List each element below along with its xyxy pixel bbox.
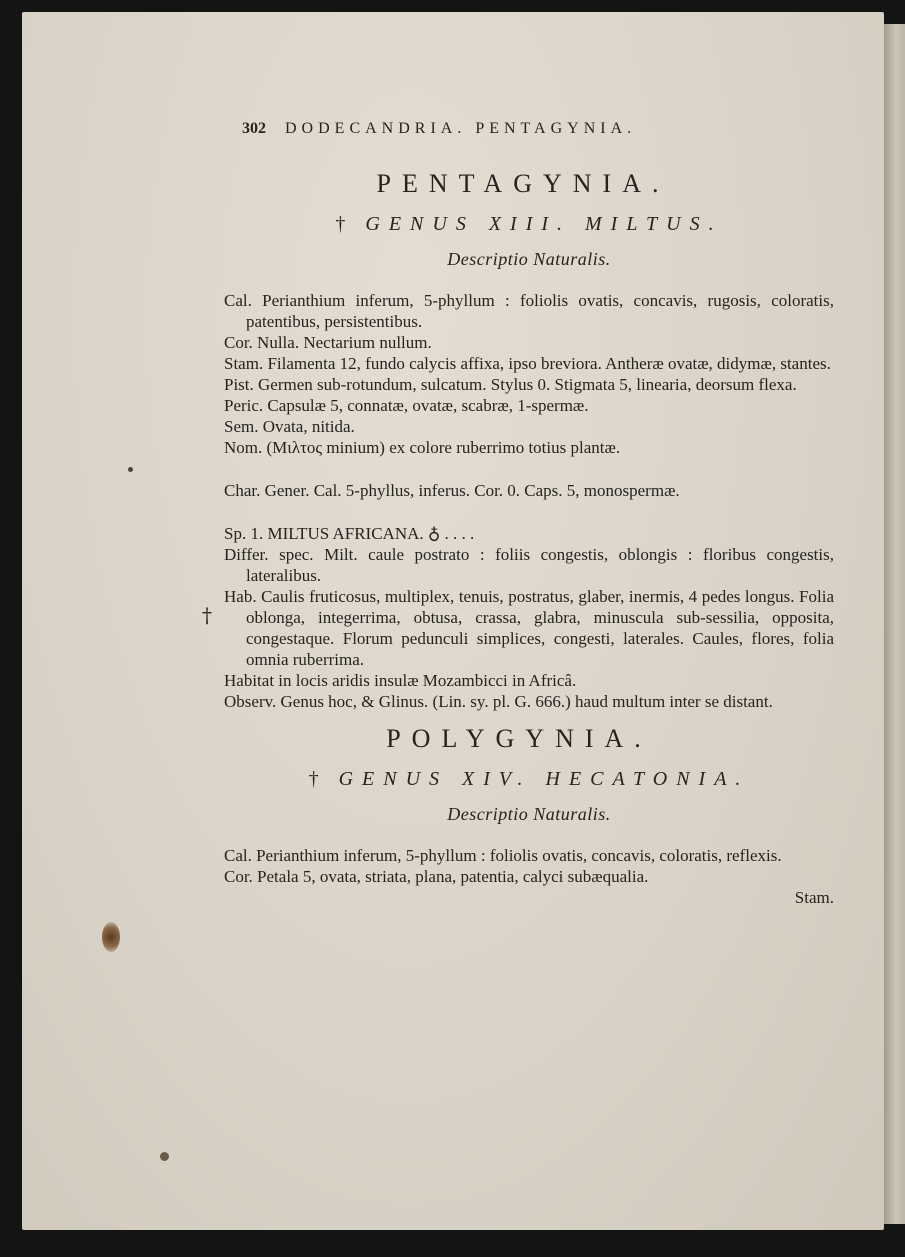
dagger-mark: † xyxy=(335,213,346,235)
ink-dot-small xyxy=(128,467,133,472)
ink-stain xyxy=(102,922,120,952)
desc-pistil: Pist. Germen sub-rotundum, sulcatum. Stylus 0. Stigmata 5, linearia, deorsum flexa. xyxy=(224,375,797,394)
species-habitat: Habitat in locis aridis insulæ Mozambicci in Africâ. xyxy=(224,671,577,690)
dagger-mark-2: † xyxy=(308,768,319,790)
ink-dot xyxy=(160,1152,169,1161)
species-observatio: Observ. Genus hoc, & Glinus. (Lin. sy. pl. G. 666.) haud multum inter se distant. xyxy=(224,692,773,711)
genus-title-2: GENUS XIV. HECATONIA. xyxy=(338,768,750,790)
genus-heading-hecatonia xyxy=(224,769,834,790)
desc-stamens: Stam. Filamenta 12, fundo calycis affixa, ipso breviora. Antheræ ovatæ, didymæ, stantes. xyxy=(224,354,831,373)
species-habitus: Hab. Caulis fruticosus, multiplex, tenuis, postratus, glaber, inermis, 4 pedes longus. Folia oblonga, integerrima, obtusa, crassa, glabra, minuscula sub-sessilia, opposita, congestaque. Florum pedunculi simplices, congesti, laterales. Caules, flores, folia omnia ruberrima. xyxy=(224,587,834,669)
adjacent-page-edge xyxy=(882,24,905,1224)
desc-corolla-2: Cor. Petala 5, ovata, striata, plana, patentia, calyci subæqualia. xyxy=(224,867,649,886)
species-name: Sp. 1. MILTUS AFRICANA. ♁ . . . . xyxy=(224,524,475,543)
desc-calyx: Cal. Perianthium inferum, 5-phyllum : foliolis ovatis, concavis, rugosis, coloratis, patentibus, persistentibus. xyxy=(224,291,834,331)
desc-corolla: Cor. Nulla. Nectarium nullum. xyxy=(224,333,432,352)
species-differentia: Differ. spec. Milt. caule postrato : foliis congestis, oblongis : floribus congestis, lateralibus. xyxy=(224,545,834,585)
desc-calyx-2: Cal. Perianthium inferum, 5-phyllum : foliolis ovatis, concavis, coloratis, reflexis. xyxy=(224,846,782,865)
character-generis: Char. Gener. Cal. 5-phyllus, inferus. Cor. 0. Caps. 5, monospermæ. xyxy=(224,481,680,500)
descriptio-heading: Descriptio Naturalis. xyxy=(447,249,611,269)
desc-nomen: Nom. (Μιλτος minium) ex colore ruberrimo totius plantæ. xyxy=(224,438,621,457)
genus-heading-miltus xyxy=(224,214,834,235)
page-number: 302 xyxy=(242,120,266,137)
genus-title: GENUS XIII. MILTUS. xyxy=(365,213,723,235)
catchword: Stam. xyxy=(794,888,834,907)
running-head xyxy=(242,118,834,139)
section-title-pentagynia: PENTAGYNIA. xyxy=(376,169,670,198)
descriptio-heading-2: Descriptio Naturalis. xyxy=(447,804,611,824)
section-title-polygynia: POLYGYNIA. xyxy=(386,724,652,753)
page-text xyxy=(224,118,834,925)
desc-pericarp: Peric. Capsulæ 5, connatæ, ovatæ, scabræ, 1-spermæ. xyxy=(224,396,589,415)
desc-seed: Sem. Ovata, nitida. xyxy=(224,417,355,436)
running-head-text: DODECANDRIA. PENTAGYNIA. xyxy=(285,120,637,137)
species-dagger-mark: † xyxy=(202,603,212,627)
